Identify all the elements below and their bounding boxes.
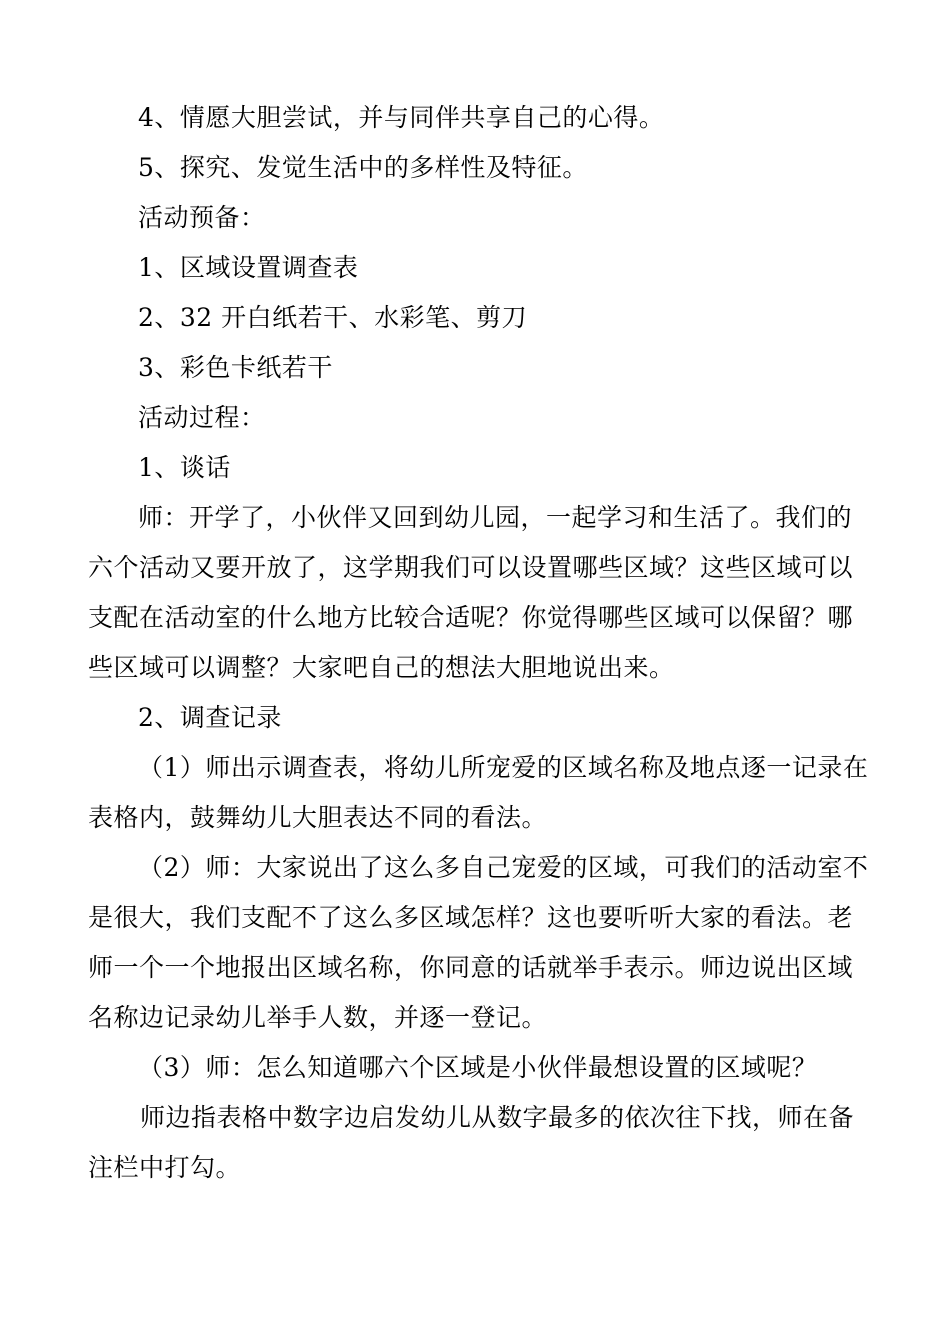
process-step-1: 1、谈话 <box>138 453 231 482</box>
paragraph-line: 师边指表格中数字边启发幼儿从数字最多的依次往下找，师在备 <box>140 1103 855 1132</box>
preparation-item-1: 1、区域设置调查表 <box>138 253 359 282</box>
paragraph-line: 师：开学了，小伙伴又回到幼儿园，一起学习和生活了。我们的 <box>138 503 853 532</box>
preparation-item-2: 2、32 开白纸若干、水彩笔、剪刀 <box>138 303 528 332</box>
paragraph-line: （1）师出示调查表，将幼儿所宠爱的区域名称及地点逐一记录在 <box>138 753 869 782</box>
paragraph-line: 些区域可以调整？大家吧自己的想法大胆地说出来。 <box>88 653 675 682</box>
paragraph-line: 是很大，我们支配不了这么多区域怎样？这也要听听大家的看法。老 <box>88 903 854 932</box>
objective-4: 4、情愿大胆尝试，并与同伴共享自己的心得。 <box>138 103 665 132</box>
paragraph-line: 名称边记录幼儿举手人数，并逐一登记。 <box>88 1003 548 1032</box>
paragraph-line: 支配在活动室的什么地方比较合适呢？你觉得哪些区域可以保留？哪 <box>88 603 854 632</box>
paragraph-line: 注栏中打勾。 <box>88 1153 242 1182</box>
objective-5: 5、探究、发觉生活中的多样性及特征。 <box>138 153 588 182</box>
preparation-item-3: 3、彩色卡纸若干 <box>138 353 333 382</box>
paragraph-line: 六个活动又要开放了，这学期我们可以设置哪些区域？这些区域可以 <box>88 553 854 582</box>
section-heading-preparation: 活动预备： <box>138 203 266 232</box>
process-step-2: 2、调查记录 <box>138 703 282 732</box>
paragraph-line: 表格内，鼓舞幼儿大胆表达不同的看法。 <box>88 803 548 832</box>
paragraph-line: （2）师：大家说出了这么多自己宠爱的区域，可我们的活动室不 <box>138 853 869 882</box>
paragraph-line: （3）师：怎么知道哪六个区域是小伙伴最想设置的区域呢？ <box>138 1053 818 1082</box>
paragraph-line: 师一个一个地报出区域名称，你同意的话就举手表示。师边说出区域 <box>88 953 854 982</box>
section-heading-process: 活动过程： <box>138 403 266 432</box>
